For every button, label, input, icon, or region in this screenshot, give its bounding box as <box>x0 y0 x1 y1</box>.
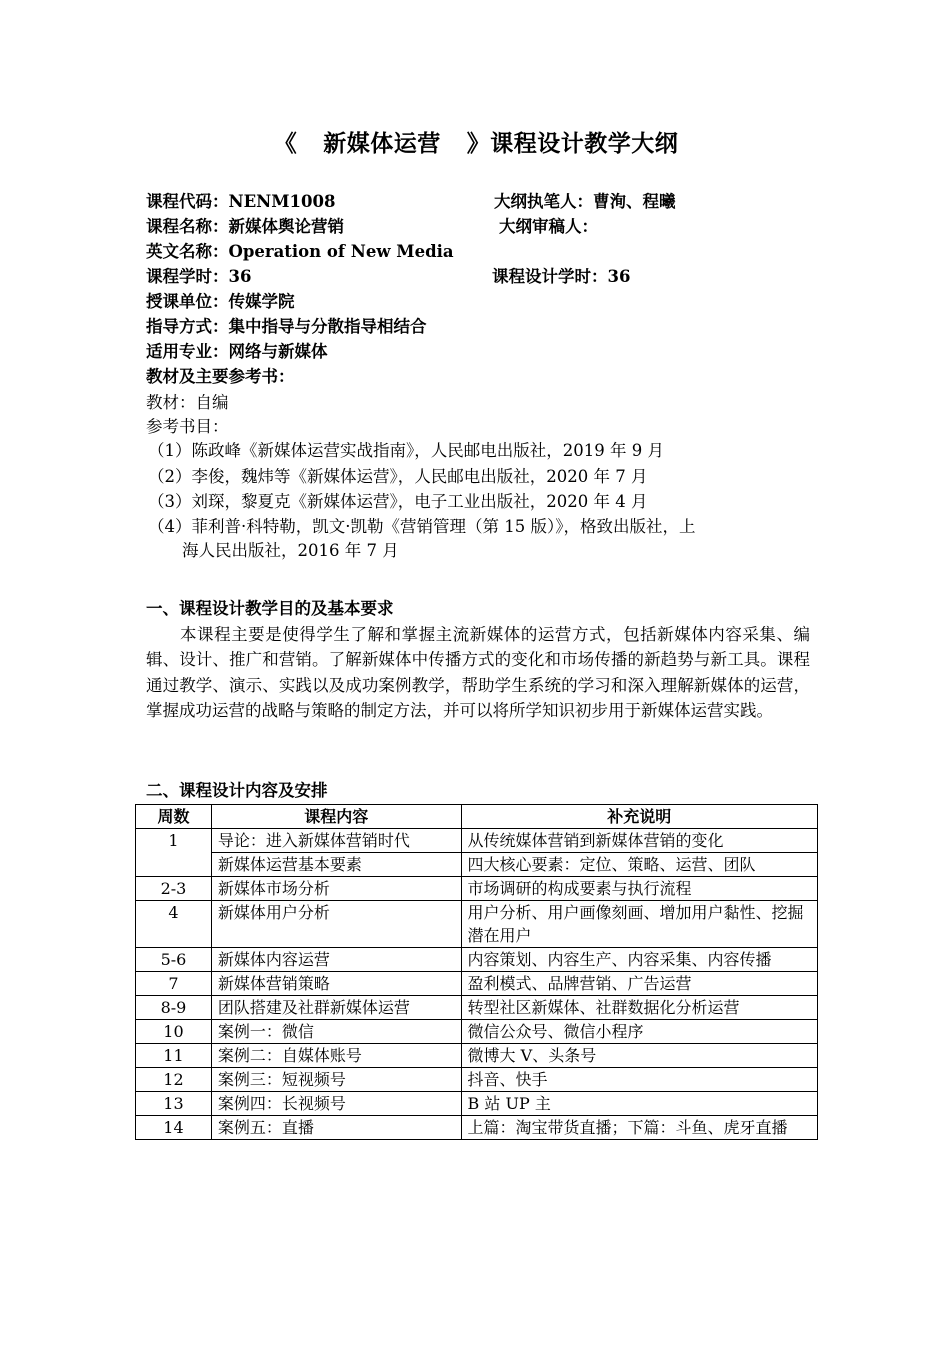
week-cell: 8-9 <box>136 996 212 1020</box>
note-cell: 四大核心要素：定位、策略、运营、团队 <box>461 853 817 877</box>
header-week: 周数 <box>136 805 212 829</box>
course-name: 课程名称：新媒体舆论营销 <box>146 217 344 236</box>
references-heading: 参考书目： <box>146 417 229 436</box>
week-cell: 7 <box>136 972 212 996</box>
reference-item: （4）菲利普·科特勒，凯文·凯勒《营销管理（第 15 版）》，格致出版社，上 <box>148 517 696 536</box>
content-cell: 新媒体用户分析 <box>211 901 461 948</box>
week-cell: 5-6 <box>136 948 212 972</box>
table-row <box>136 877 818 901</box>
note-cell: 市场调研的构成要素与执行流程 <box>461 877 817 901</box>
content-cell: 新媒体运营基本要素 <box>211 853 461 877</box>
guidance-method: 指导方式：集中指导与分散指导相结合 <box>146 317 427 336</box>
textbook: 教材：自编 <box>146 393 229 412</box>
section1-body: 本课程主要是使得学生了解和掌握主流新媒体的运营方式，包括新媒体内容采集、编辑、设计、推广和营销。了解新媒体中传播方式的变化和市场传播的新趋势与新工具。课程通过教学、演示、实践以及成功案例教学，帮助学生系统的学习和深入理解新媒体的运营，掌握成功运营的战略与策略的制定方法，并可以将所学知识初步用于新媒体运营实践。 <box>146 625 810 721</box>
reference-item: （3）刘琛，黎夏克《新媒体运营》，电子工业出版社，2020 年 4 月 <box>148 492 648 511</box>
note-cell: 从传统媒体营销到新媒体营销的变化 <box>461 829 817 853</box>
note-cell: 盈利模式、品牌营销、广告运营 <box>461 972 817 996</box>
note-cell: 抖音、快手 <box>461 1068 817 1092</box>
table-row <box>136 829 818 853</box>
week-cell: 2-3 <box>136 877 212 901</box>
title-open-bracket: 《 <box>273 130 298 157</box>
week-cell: 4 <box>136 901 212 948</box>
table-row <box>136 1044 818 1068</box>
table-row <box>136 996 818 1020</box>
table-row <box>136 1116 818 1140</box>
section1-heading: 一、课程设计教学目的及基本要求 <box>146 599 394 618</box>
content-cell: 案例二：自媒体账号 <box>211 1044 461 1068</box>
note-cell: B 站 UP 主 <box>461 1092 817 1116</box>
content-cell: 新媒体营销策略 <box>211 972 461 996</box>
content-cell: 案例三：短视频号 <box>211 1068 461 1092</box>
note-cell: 用户分析、用户画像刻画、增加用户黏性、挖掘潜在用户 <box>461 901 817 948</box>
table-row <box>136 1020 818 1044</box>
table-row <box>136 1092 818 1116</box>
note-cell: 微博大 V、头条号 <box>461 1044 817 1068</box>
table-row <box>136 972 818 996</box>
design-hours: 课程设计学时：36 <box>492 267 631 286</box>
header-note: 补充说明 <box>461 805 817 829</box>
course-hours: 课程学时：36 <box>146 267 252 286</box>
note-cell: 内容策划、内容生产、内容采集、内容传播 <box>461 948 817 972</box>
content-cell: 团队搭建及社群新媒体运营 <box>211 996 461 1020</box>
reference-item: （1）陈政峰《新媒体运营实战指南》，人民邮电出版社，2019 年 9 月 <box>148 441 664 460</box>
week-cell: 14 <box>136 1116 212 1140</box>
applicable-major: 适用专业：网络与新媒体 <box>146 342 328 361</box>
table-row <box>136 901 818 948</box>
content-cell: 新媒体市场分析 <box>211 877 461 901</box>
content-cell: 案例五：直播 <box>211 1116 461 1140</box>
title-suffix: 》课程设计教学大纲 <box>466 130 679 157</box>
syllabus-reviewer: 大纲审稿人： <box>499 217 598 236</box>
content-cell: 新媒体内容运营 <box>211 948 461 972</box>
week-cell: 10 <box>136 1020 212 1044</box>
schedule-table <box>135 804 818 1140</box>
course-code: 课程代码：NENM1008 <box>146 192 336 211</box>
section2-heading: 二、课程设计内容及安排 <box>146 781 328 800</box>
syllabus-writer: 大纲执笔人：曹洵、程曦 <box>494 192 676 211</box>
week-cell: 13 <box>136 1092 212 1116</box>
table-row <box>136 853 818 877</box>
note-cell: 微信公众号、微信小程序 <box>461 1020 817 1044</box>
books-heading: 教材及主要参考书： <box>146 367 295 386</box>
note-cell: 转型社区新媒体、社群数据化分析运营 <box>461 996 817 1020</box>
content-cell: 案例四：长视频号 <box>211 1092 461 1116</box>
week-cell: 11 <box>136 1044 212 1068</box>
english-name: 英文名称：Operation of New Media <box>146 242 454 261</box>
table-row <box>136 948 818 972</box>
title-course-name: 新媒体运营 <box>323 130 441 157</box>
content-cell: 案例一：微信 <box>211 1020 461 1044</box>
teaching-unit: 授课单位：传媒学院 <box>146 292 295 311</box>
week-cell: 1 <box>136 829 212 877</box>
reference-item-continued: 海人民出版社，2016 年 7 月 <box>182 541 399 560</box>
note-cell: 上篇：淘宝带货直播；下篇：斗鱼、虎牙直播 <box>461 1116 817 1140</box>
table-row <box>136 1068 818 1092</box>
content-cell: 导论：进入新媒体营销时代 <box>211 829 461 853</box>
table-header-row <box>136 805 818 829</box>
document-title <box>0 125 952 158</box>
reference-item: （2）李俊，魏炜等《新媒体运营》，人民邮电出版社，2020 年 7 月 <box>148 467 648 486</box>
header-content: 课程内容 <box>211 805 461 829</box>
week-cell: 12 <box>136 1068 212 1092</box>
